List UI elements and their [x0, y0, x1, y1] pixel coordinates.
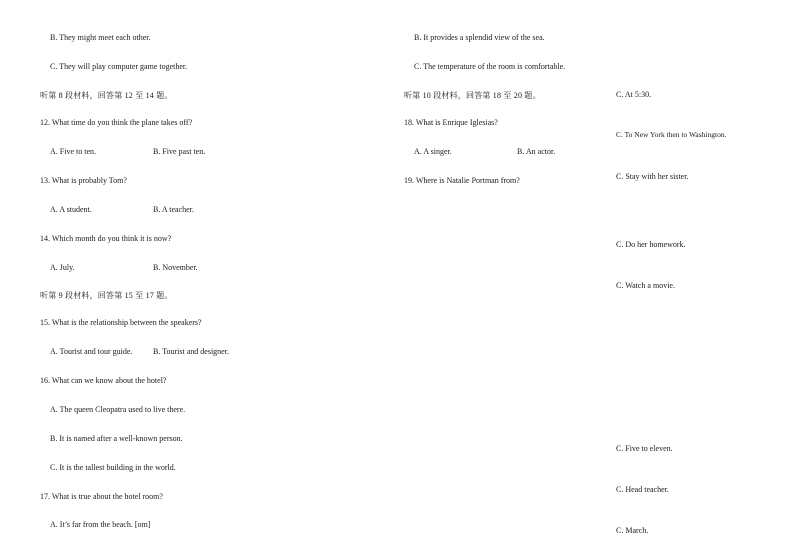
option-12b: B. Five past ten.: [153, 147, 206, 156]
question-18: 18. What is Enrique Iglesias?: [404, 118, 498, 127]
option-15b: B. Tourist and designer.: [153, 347, 229, 356]
option-15a: A. Tourist and tour guide.: [50, 347, 133, 356]
section-header-9: 听第 9 段材料，回答第 15 至 17 题。: [40, 291, 173, 300]
question-19: 19. Where is Natalie Portman from?: [404, 176, 520, 185]
option-13b: B. A teacher.: [153, 205, 194, 214]
option-12c: C. At 5:30.: [616, 90, 652, 99]
question-12: 12. What time do you think the plane takes off?: [40, 118, 193, 127]
option-17a: A. It’s far from the beach. [om]: [50, 520, 151, 529]
question-14: 14. Which month do you think it is now?: [40, 234, 172, 243]
option-11c: C. They will play computer game together.: [50, 62, 188, 71]
option-16c: C. It is the tallest building in the world.: [50, 463, 176, 472]
option-13c: C. To New York then to Washington.: [616, 130, 727, 139]
option-17c: C. The temperature of the room is comfortable.: [414, 62, 566, 71]
option-14c: C. Stay with her sister.: [616, 172, 689, 181]
option-18b: B. An actor.: [517, 147, 556, 156]
option-16a: A. The queen Cleopatra used to live there.: [50, 405, 186, 414]
option-17b: B. It provides a splendid view of the sea.: [414, 33, 545, 42]
section-header-10: 听第 10 段材料，回答第 18 至 20 题。: [404, 91, 541, 100]
option-16c-right: C. Watch a movie.: [616, 281, 675, 290]
option-13a: A. A student.: [50, 205, 92, 214]
option-19c: C. March.: [616, 526, 649, 535]
question-13: 13. What is probably Tom?: [40, 176, 127, 185]
option-14a: A. July.: [50, 263, 75, 272]
option-14b: B. November.: [153, 263, 198, 272]
section-header-8: 听第 8 段材料，回答第 12 至 14 题。: [40, 91, 173, 100]
option-16b: B. It is named after a well-known person.: [50, 434, 183, 443]
option-15c: C. Do her homework.: [616, 240, 686, 249]
option-18a: A. A singer.: [414, 147, 452, 156]
option-17c-right: C. Five to eleven.: [616, 444, 673, 453]
question-16: 16. What can we know about the hotel?: [40, 376, 167, 385]
question-17: 17. What is true about the hotel room?: [40, 492, 163, 501]
option-12a: A. Five to ten.: [50, 147, 96, 156]
option-11b: B. They might meet each other.: [50, 33, 151, 42]
option-18c: C. Head teacher.: [616, 485, 669, 494]
question-15: 15. What is the relationship between the speakers?: [40, 318, 202, 327]
